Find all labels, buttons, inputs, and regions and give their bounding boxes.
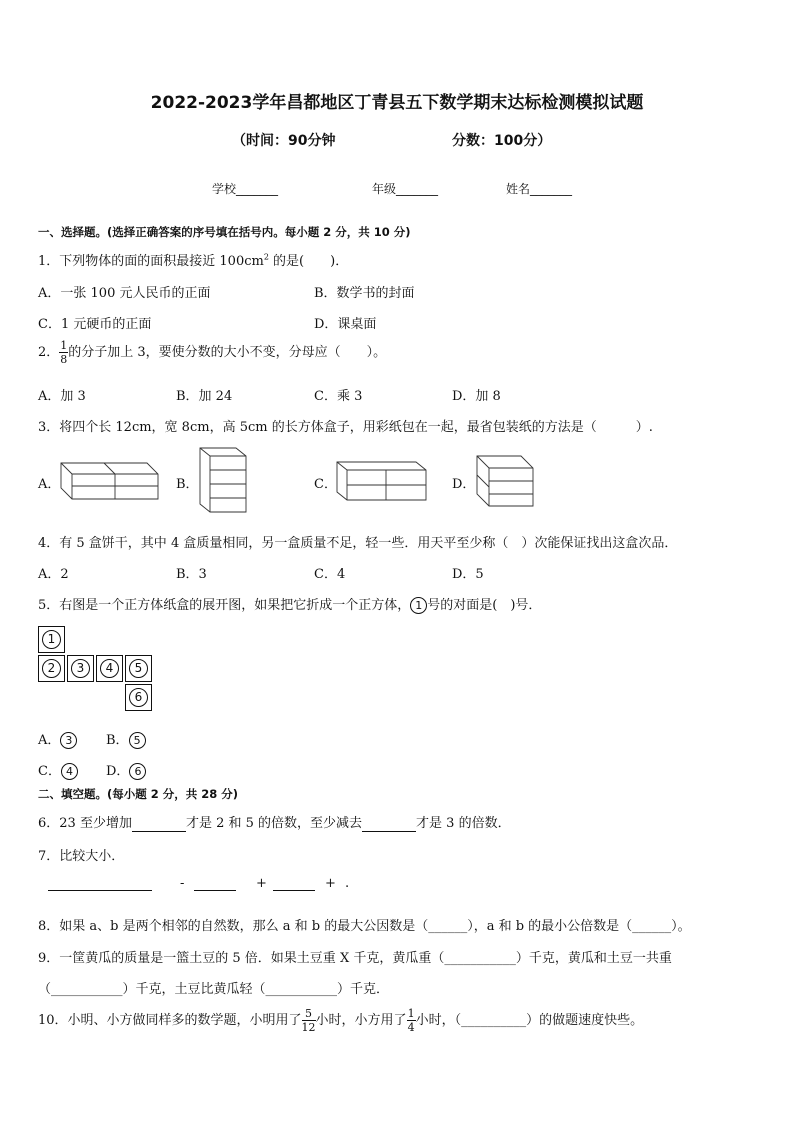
option-label: A．: [38, 733, 61, 748]
option-label: D．: [106, 764, 130, 779]
question-2-option-b: B．加 24: [176, 389, 233, 404]
question-2-option-d: D．加 8: [452, 389, 501, 404]
question-10-part-b: 小时，小方用了: [315, 1013, 407, 1028]
exam-score: 分数：100分）: [452, 133, 552, 149]
circled-number: 1: [42, 630, 61, 649]
question-3-option-d: D．: [452, 477, 476, 492]
question-1-stem-a: 1．下列物体的面的面积最接近 100cm: [38, 254, 264, 269]
question-4-option-a: A．2: [38, 567, 69, 582]
option-label: C．: [38, 764, 61, 779]
question-8: 8．如果 a、b 是两个相邻的自然数，那么 a 和 b 的最大公因数是（______），a 和 b 的最小公倍数是（______）。: [38, 919, 691, 934]
question-5: [38, 594, 541, 614]
cube-net-face-5: [125, 655, 152, 682]
question-10-part-c: 小时，（__________）的做题速度快些。: [415, 1013, 644, 1028]
minus-sign: -: [180, 876, 185, 891]
question-1-option-b: B．数学书的封面: [314, 286, 415, 301]
exam-title: 2022-2023学年昌都地区丁青县五下数学期末达标检测模拟试题: [150, 93, 644, 113]
box-arrangement-a-figure: [60, 458, 160, 502]
question-3: 3．将四个长 12cm，宽 8cm，高 5cm 的长方体盒子，用彩纸包在一起，最省包装纸的方法是（ ）.: [38, 420, 653, 435]
question-1: [38, 250, 348, 269]
question-5-stem-a: 5．右图是一个正方体纸盒的展开图，如果把它折成一个正方体，: [38, 598, 411, 613]
period-mark: .: [345, 876, 350, 891]
box-arrangement-c-figure: [336, 460, 428, 502]
question-1-superscript: 2: [263, 252, 269, 262]
question-4-option-d: D．5: [452, 567, 484, 582]
answer-blank[interactable]: [132, 816, 186, 832]
question-6: [38, 812, 511, 832]
answer-blank[interactable]: [273, 876, 315, 891]
question-2-stem: 的分子加上 3，要使分数的大小不变，分母应（ ）。: [68, 345, 387, 360]
question-7: 7．比较大小．: [38, 849, 125, 864]
plus-sign: +: [325, 876, 336, 891]
question-2: [38, 340, 386, 365]
question-5-stem-b: 号的对面是( )号．: [427, 598, 542, 613]
circled-number: 3: [60, 732, 77, 749]
question-3-option-c: C．: [314, 477, 337, 492]
question-5-option-b: [106, 729, 146, 749]
fraction-denominator: 8: [60, 353, 68, 366]
circled-number: 6: [129, 763, 146, 780]
plus-sign: +: [256, 876, 267, 891]
question-10: [38, 1008, 643, 1033]
answer-blank[interactable]: [48, 876, 152, 891]
cube-net-face-4: [96, 655, 123, 682]
question-1-stem-b: 的是( )．: [268, 254, 349, 269]
box-arrangement-d-figure: [476, 454, 536, 508]
fraction-denominator: 4: [407, 1021, 415, 1034]
section-1-heading: 一、选择题。(选择正确答案的序号填在括号内。每小题 2 分，共 10 分): [38, 225, 411, 239]
question-5-option-d: [106, 760, 146, 780]
section-2-heading: 二、填空题。(每小题 2 分，共 28 分): [38, 787, 239, 801]
question-1-option-d: D．课桌面: [314, 317, 377, 332]
circled-number-1: 1: [410, 597, 427, 614]
question-5-option-a: [38, 729, 77, 749]
option-label: B．: [106, 733, 129, 748]
question-6-part-a: 6．23 至少增加: [38, 816, 132, 831]
grade-field: 年级_______: [372, 182, 439, 196]
question-6-part-c: 才是 3 的倍数．: [416, 816, 511, 831]
question-3-option-a: A．: [38, 477, 61, 492]
question-1-option-a: A．一张 100 元人民币的正面: [38, 286, 211, 301]
fraction-one-quarter: [407, 1008, 416, 1033]
question-5-option-c: [38, 760, 78, 780]
question-2-option-a: A．加 3: [38, 389, 86, 404]
cube-net-figure: [38, 626, 152, 712]
question-2-number: 2．: [38, 345, 60, 360]
question-2-option-c: C．乘 3: [314, 389, 363, 404]
circled-number: 6: [129, 688, 148, 707]
answer-blank[interactable]: [362, 816, 416, 832]
cube-net-face-2: [38, 655, 65, 682]
fraction-numerator: 5: [302, 1008, 316, 1021]
question-4-option-b: B．3: [176, 567, 207, 582]
question-4: 4．有 5 盒饼干，其中 4 盒质量相同，另一盒质量不足，轻一些．用天平至少称（ ）次能保证找出这盒次品．: [38, 536, 678, 551]
cube-net-face-3: [67, 655, 94, 682]
school-field: 学校_______: [212, 182, 279, 196]
fraction-one-eighth: [59, 340, 68, 365]
circled-number: 5: [129, 659, 148, 678]
circled-number: 5: [129, 732, 146, 749]
question-6-part-b: 才是 2 和 5 的倍数，至少减去: [185, 816, 363, 831]
question-9-line-1: 9．一筐黄瓜的质量是一篮土豆的 5 倍．如果土豆重 X 千克，黄瓜重（___________）千克，黄瓜和土豆一共重: [38, 951, 672, 966]
cube-net-face-1: [38, 626, 65, 653]
name-field: 姓名_______: [506, 182, 573, 196]
circled-number: 4: [61, 763, 78, 780]
box-arrangement-b-figure: [198, 446, 248, 514]
question-4-option-c: C．4: [314, 567, 346, 582]
fraction-denominator: 12: [301, 1021, 316, 1034]
cube-net-face-6: [125, 684, 152, 711]
fraction-numerator: 1: [60, 339, 68, 352]
fraction-numerator: 1: [407, 1007, 415, 1020]
answer-blank[interactable]: [194, 876, 236, 891]
circled-number: 3: [71, 659, 90, 678]
fraction-five-twelfths: [302, 1008, 316, 1033]
circled-number: 2: [42, 659, 61, 678]
exam-time: （时间：90分钟: [232, 133, 336, 149]
question-1-option-c: C．1 元硬币的正面: [38, 317, 152, 332]
question-3-option-b: B．: [176, 477, 199, 492]
question-9-line-2: （___________）千克，土豆比黄瓜轻（___________）千克．: [38, 982, 390, 997]
circled-number: 4: [100, 659, 119, 678]
question-10-part-a: 10．小明、小方做同样多的数学题，小明用了: [38, 1013, 302, 1028]
